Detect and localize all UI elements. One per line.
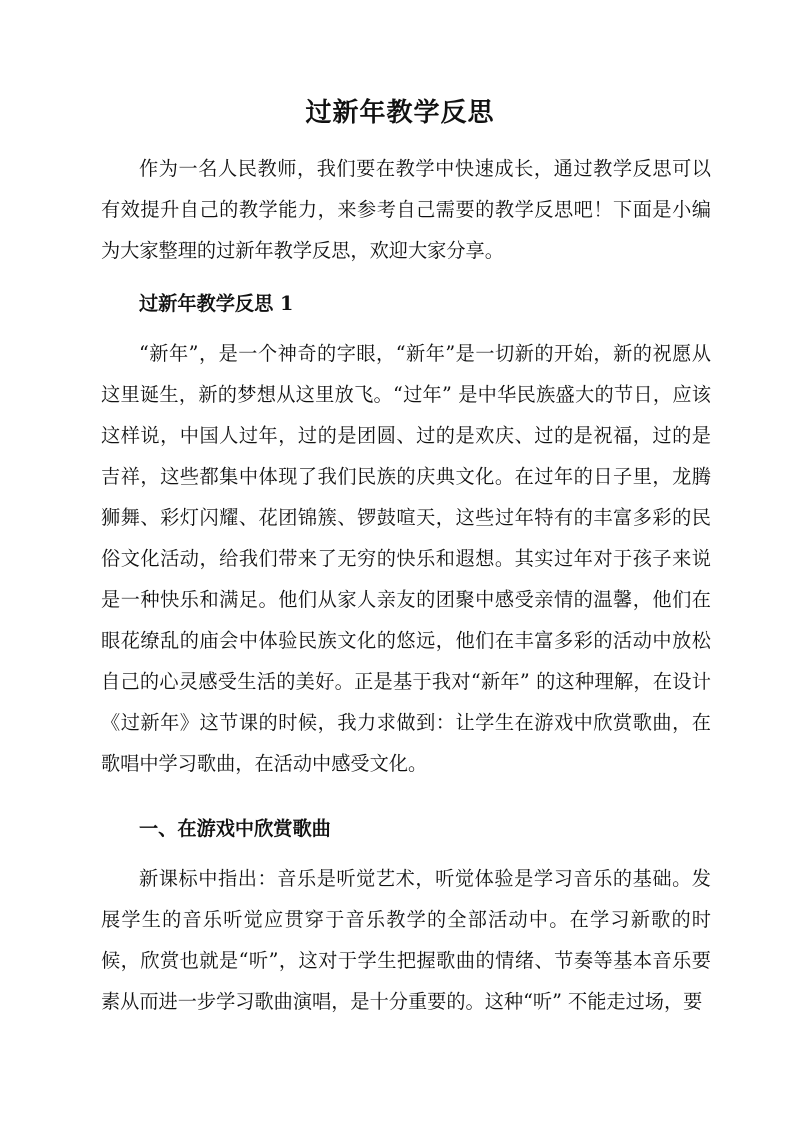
section-1-paragraph: “新年”，是一个神奇的字眼，“新年”是一切新的开始，新的祝愿从这里诞生，新的梦想从这里放飞。“过年” 是中华民族盛大的节日，应该这样说，中国人过年，过的是团圆、过的是欢庆、过的是祝福，过的是吉祥，这些都集中体现了我们民族的庆典文化。在过年的日子里，龙腾狮舞、彩灯闪耀、花团锦簇、锣鼓喧天，这些过年特有的丰富多彩的民俗文化活动，给我们带来了无穷的快乐和遐想。其实过年对于孩子来说是一种快乐和满足。他们从家人亲友的团聚中感受亲情的温馨，他们在眼花缭乱的庙会中体验民族文化的悠远，他们在丰富多彩的活动中放松自己的心灵感受生活的美好。正是基于我对“新年” 的这种理解，在设计《过新年》这节课的时候，我力求做到：让学生在游戏中欣赏歌曲，在歌唱中学习歌曲，在活动中感受文化。 xyxy=(101,342,711,775)
document-title: 过新年教学反思 xyxy=(305,98,495,128)
section-1-heading: 过新年教学反思 1 xyxy=(139,292,294,315)
intro-paragraph: 作为一名人民教师，我们要在教学中快速成长，通过教学反思可以有效提升自己的教学能力，来参考自己需要的教学反思吧！下面是小编为大家整理的过新年教学反思，欢迎大家分享。 xyxy=(101,157,711,262)
section-2-paragraph: 新课标中指出：音乐是听觉艺术，听觉体验是学习音乐的基础。发展学生的音乐听觉应贯穿于音乐教学的全部活动中。在学习新歌的时候，欣赏也就是“听”，这对于学生把握歌曲的情绪、节奏等基本音乐要素从而进一步学习歌曲演唱，是十分重要的。这种“听” 不能走过场，要 xyxy=(101,867,711,1013)
section-2-heading: 一、在游戏中欣赏歌曲 xyxy=(139,817,331,840)
